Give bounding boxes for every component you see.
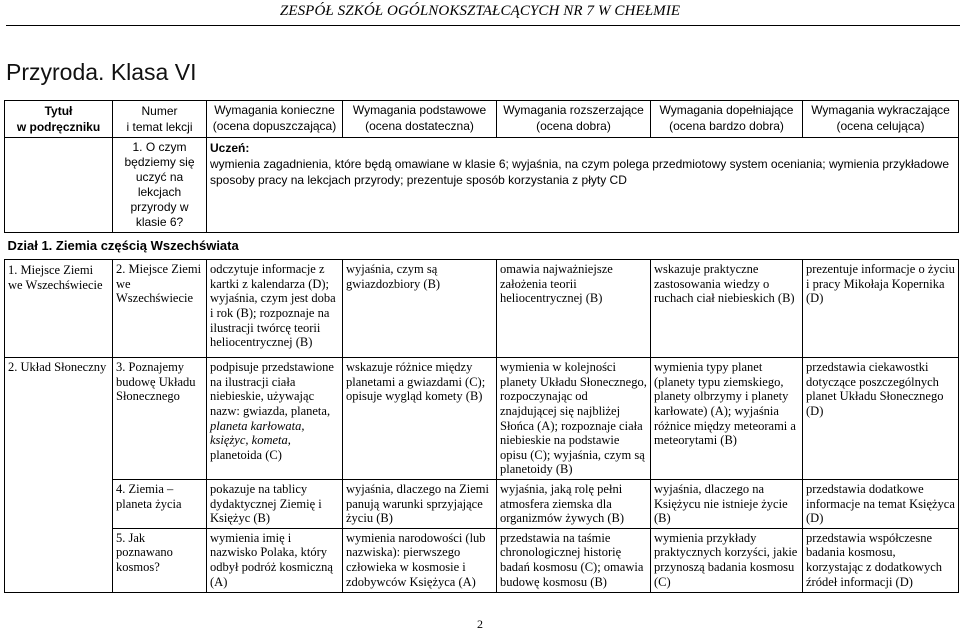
row-lesson-cell: 5. Jak poznawano kosmos? [113,528,207,592]
header-line-2: (ocena dobra) [536,119,611,133]
requirements-table [4,100,959,593]
table-row [5,479,959,528]
row-rozszerzajace-cell: przedstawia na taśmie chronologicznej historię badań kosmosu (C); omawia budowę kosmosu (B) [497,528,651,592]
row-rozszerzajace-cell: omawia najważniejsze założenia teorii heliocentrycznej (B) [497,260,651,358]
table-row [5,260,959,358]
intro-requirements-cell [207,138,959,233]
header-cell-podstawowe [343,101,497,138]
row-rozszerzajace-cell: wyjaśnia, jaką rolę pełni atmosfera ziemska dla organizmów żywych (B) [497,479,651,528]
row-lesson-cell: 2. Miejsce Ziemi we Wszechświecie [113,260,207,358]
text-part: planetoida (C) [210,447,282,462]
intro-row [5,138,959,233]
row-lesson-cell: 3. Poznajemy budowę Układu Słonecznego [113,358,207,480]
row-konieczne-cell: odczytuje informacje z kartki z kalendarza (D); wyjaśnia, czym jest doba i rok (B); rozpoznaje na ilustracji twórcę teorii heliocentrycznej (B) [207,260,343,358]
text-part: podpisuje przedstawione na ilustracji ciała niebieskie, używając nazw: gwiazda, planeta, [210,360,334,418]
row-dopelniajace-cell: wyjaśnia, dlaczego na Księżycu nie istnieje życie (B) [651,479,803,528]
header-line-2: (ocena dopuszczająca) [212,119,337,133]
row-podstawowe-cell: wymienia narodowości (lub nazwiska): pierwszego człowieka w kosmosie i zdobywców Księżyca (A) [343,528,497,592]
row-podstawowe-cell: wskazuje różnice między planetami a gwiazdami (C); opisuje wygląd komety (B) [343,358,497,480]
header-line-2: w podręczniku [16,120,101,134]
page-title: Przyroda. Klasa VI [6,59,197,85]
header-line-1: Numer [141,104,178,118]
row-wykraczajace-cell: przedstawia współczesne badania kosmosu, korzystając z dodatkowych źródeł informacji (D) [803,528,959,592]
header-line-1: Wymagania rozszerzające [503,103,644,117]
row-konieczne-cell: wymienia imię i nazwisko Polaka, który odbył podróż kosmiczną (A) [207,528,343,592]
header-line-2: (ocena celująca) [836,119,925,133]
row-konieczne-cell: pokazuje na tablicy dydaktycznej Ziemię i Księżyc (B) [207,479,343,528]
row-dopelniajace-cell: wymienia typy planet (planety typu ziemskiego, planety olbrzymy i planety karłowate) (A); wyjaśnia różnice między meteorami a meteorytami (B) [651,358,803,480]
header-cell-konieczne [207,101,343,138]
header-cell-dopelniajace [651,101,803,138]
row-rozszerzajace-cell: wymienia w kolejności planety Układu Słonecznego, rozpoczynając od znajdującej się najbliżej Słońca (A); rozpoznaje ciała niebieskie na podstawie opisu (C); wyjaśnia, czym są planetoidy (B) [497,358,651,480]
header-line-1: Wymagania konieczne [214,103,335,117]
header-line-2: (ocena dostateczna) [365,119,474,133]
uczen-label: Uczeń: [210,141,250,155]
intro-title-cell [5,138,113,233]
row-wykraczajace-cell: prezentuje informacje o życiu i pracy Mikołaja Kopernika (D) [803,260,959,358]
row-title-cell: 2. Układ Słoneczny [5,358,113,593]
row-dopelniajace-cell: wskazuje praktyczne zastosowania wiedzy o ruchach ciał niebieskich (B) [651,260,803,358]
row-lesson-cell: 4. Ziemia – planeta życia [113,479,207,528]
header-line-2: i temat lekcji [126,120,193,134]
section-heading: Dział 1. Ziemia częścią Wszechświata [7,238,239,253]
row-wykraczajace-cell: przedstawia ciekawostki dotyczące poszczególnych planet Układu Słonecznego (D) [803,358,959,480]
intro-lesson-cell: 1. O czym będziemy się uczyć na lekcjach przyrody w klasie 6? [113,138,207,233]
header-line-1: Wymagania wykraczające [811,103,950,117]
row-title-cell: 1. Miejsce Ziemi we Wszechświecie [5,260,113,358]
header-line-1: Wymagania dopełniające [659,103,794,117]
section-row [5,233,959,260]
school-name-header: ZESPÓŁ SZKÓŁ OGÓLNOKSZTAŁCĄCYCH NR 7 W CHEŁMIE [279,3,681,19]
row-podstawowe-cell: wyjaśnia, dlaczego na Ziemi panują warunki sprzyjające życiu (B) [343,479,497,528]
text-part-italic: planeta karłowata, księżyc, kometa, [210,418,305,448]
row-konieczne-cell [207,358,343,480]
intro-text: wymienia zagadnienia, które będą omawiane w klasie 6; wyjaśnia, na czym polega przedmiotowy system oceniania; wymienia przykładowe sposoby pracy na lekcjach przyrody; prezentuje sposób korzystania z płyty CD [210,157,950,187]
row-wykraczajace-cell: przedstawia dodatkowe informacje na temat Księżyca (D) [803,479,959,528]
header-line-2: (ocena bardzo dobra) [669,119,784,133]
row-dopelniajace-cell: wymienia przykłady praktycznych korzyści, jakie przynoszą badania kosmosu (C) [651,528,803,592]
table-row [5,358,959,480]
page-number: 2 [477,617,483,631]
header-cell-wykraczajace [803,101,959,138]
header-cell-lesson [113,101,207,138]
table-row [5,528,959,592]
header-line-1: Wymagania podstawowe [352,103,487,117]
header-cell-title [5,101,113,138]
table-header-row [5,101,959,138]
row-podstawowe-cell: wyjaśnia, czym są gwiazdozbiory (B) [343,260,497,358]
header-cell-rozszerzajace [497,101,651,138]
header-line-1: Tytuł [44,104,73,118]
header-rule [6,25,960,26]
